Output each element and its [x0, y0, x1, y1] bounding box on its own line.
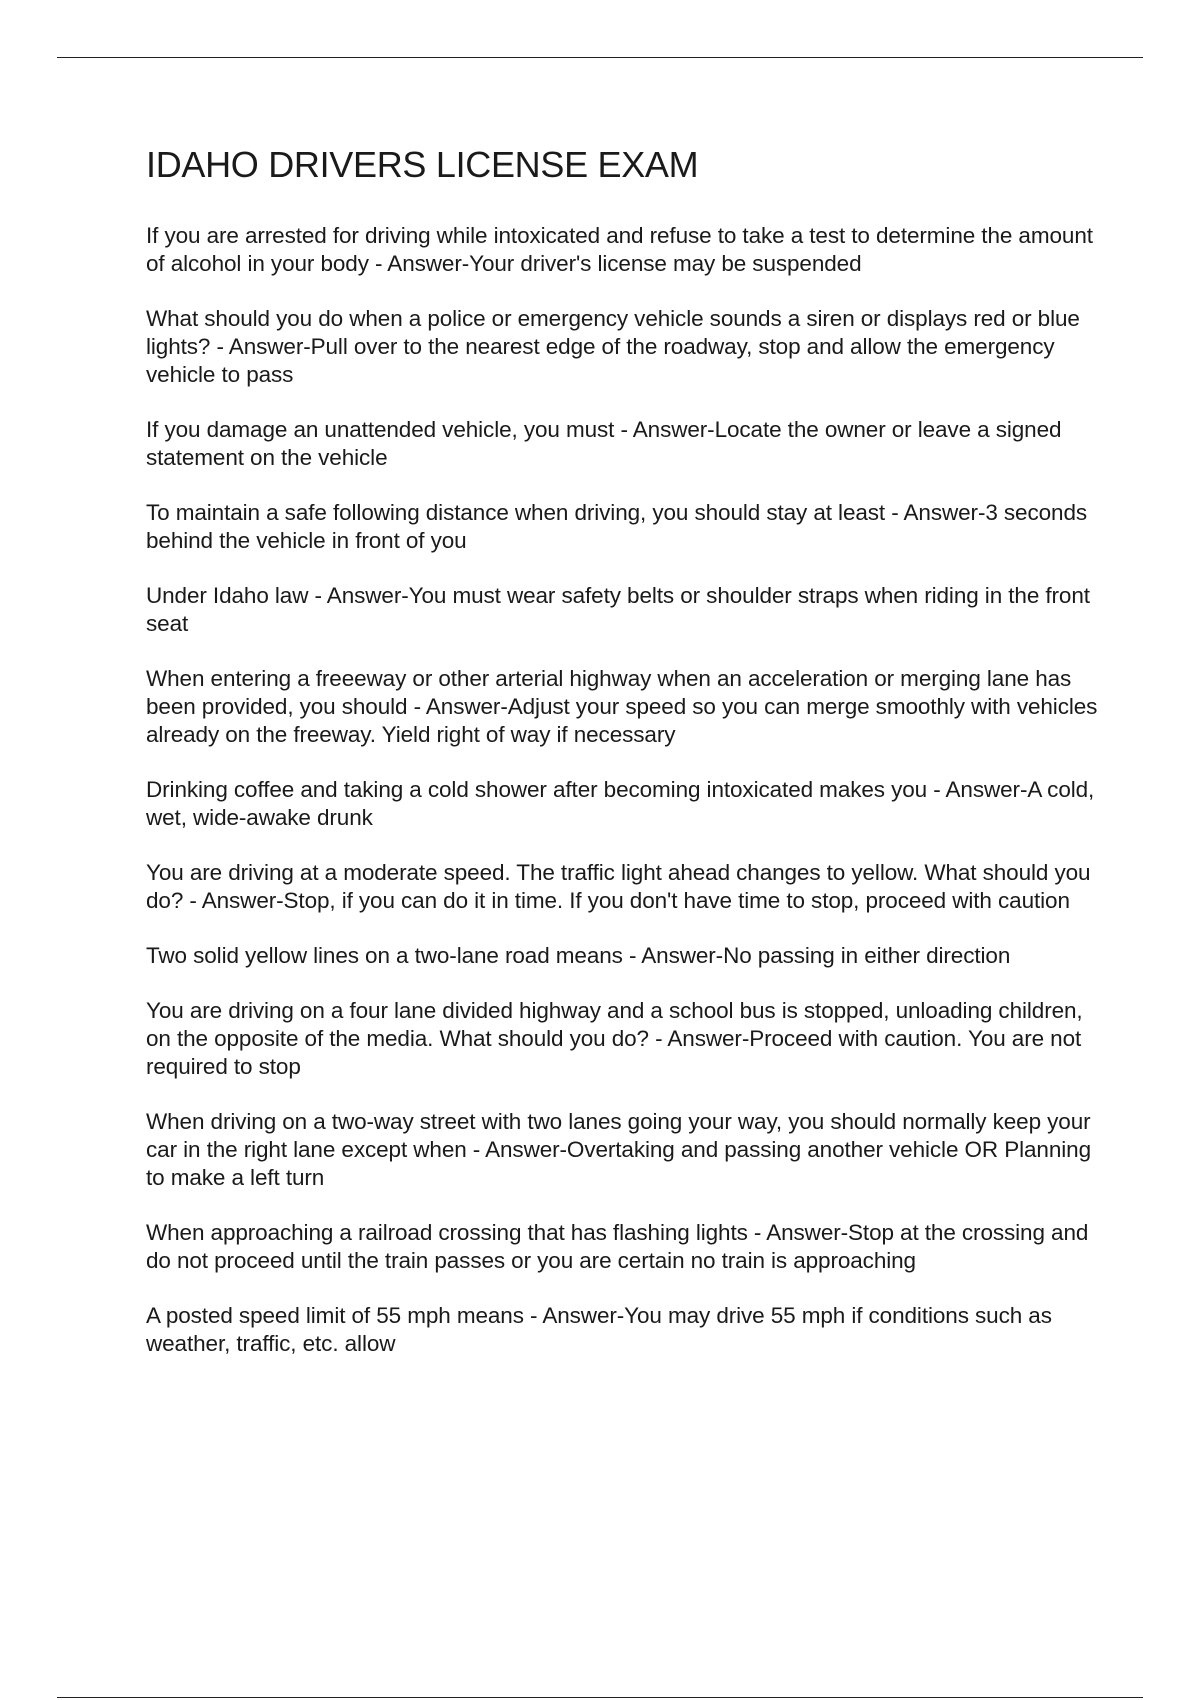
qa-item: If you damage an unattended vehicle, you must - Answer-Locate the owner or leave a signed statement on the vehicle: [146, 417, 1062, 470]
qa-item: Drinking coffee and taking a cold shower after becoming intoxicated makes you - Answer-A cold, wet, wide-awake drunk: [146, 777, 1095, 830]
qa-item: If you are arrested for driving while intoxicated and refuse to take a test to determine the amount of alcohol in your body - Answer-Your driver's license may be suspended: [146, 223, 1093, 276]
qa-item: When entering a freeeway or other arterial highway when an acceleration or merging lane has been provided, you should - Answer-Adjust your speed so you can merge smoothly with vehicles already on the freeway. Yield right of way if necessary: [146, 666, 1098, 747]
qa-item: What should you do when a police or emergency vehicle sounds a siren or displays red or blue lights? - Answer-Pull over to the nearest edge of the roadway, stop and allow the emergency vehicle to pass: [146, 306, 1080, 387]
top-divider: [57, 57, 1143, 58]
qa-item: Two solid yellow lines on a two-lane road means - Answer-No passing in either direction: [146, 943, 1011, 968]
qa-item: You are driving at a moderate speed. The traffic light ahead changes to yellow. What should you do? - Answer-Stop, if you can do it in time. If you don't have time to stop, proceed with caution: [146, 860, 1091, 913]
qa-item: You are driving on a four lane divided highway and a school bus is stopped, unloading children, on the opposite of the media. What should you do? - Answer-Proceed with caution. You are not required to stop: [146, 998, 1083, 1079]
qa-item: A posted speed limit of 55 mph means - Answer-You may drive 55 mph if conditions such as weather, traffic, etc. allow: [146, 1303, 1052, 1356]
qa-item: When driving on a two-way street with two lanes going your way, you should normally keep your car in the right lane except when - Answer-Overtaking and passing another vehicle OR Planning to make a left turn: [146, 1109, 1091, 1190]
page-title: IDAHO DRIVERS LICENSE EXAM: [146, 144, 699, 185]
document-body: [146, 142, 1101, 1385]
bottom-divider: [57, 1697, 1143, 1698]
qa-item: Under Idaho law - Answer-You must wear safety belts or shoulder straps when riding in the front seat: [146, 583, 1090, 636]
qa-item: To maintain a safe following distance when driving, you should stay at least - Answer-3 seconds behind the vehicle in front of you: [146, 500, 1088, 553]
qa-item: When approaching a railroad crossing that has flashing lights - Answer-Stop at the crossing and do not proceed until the train passes or you are certain no train is approaching: [146, 1220, 1089, 1273]
